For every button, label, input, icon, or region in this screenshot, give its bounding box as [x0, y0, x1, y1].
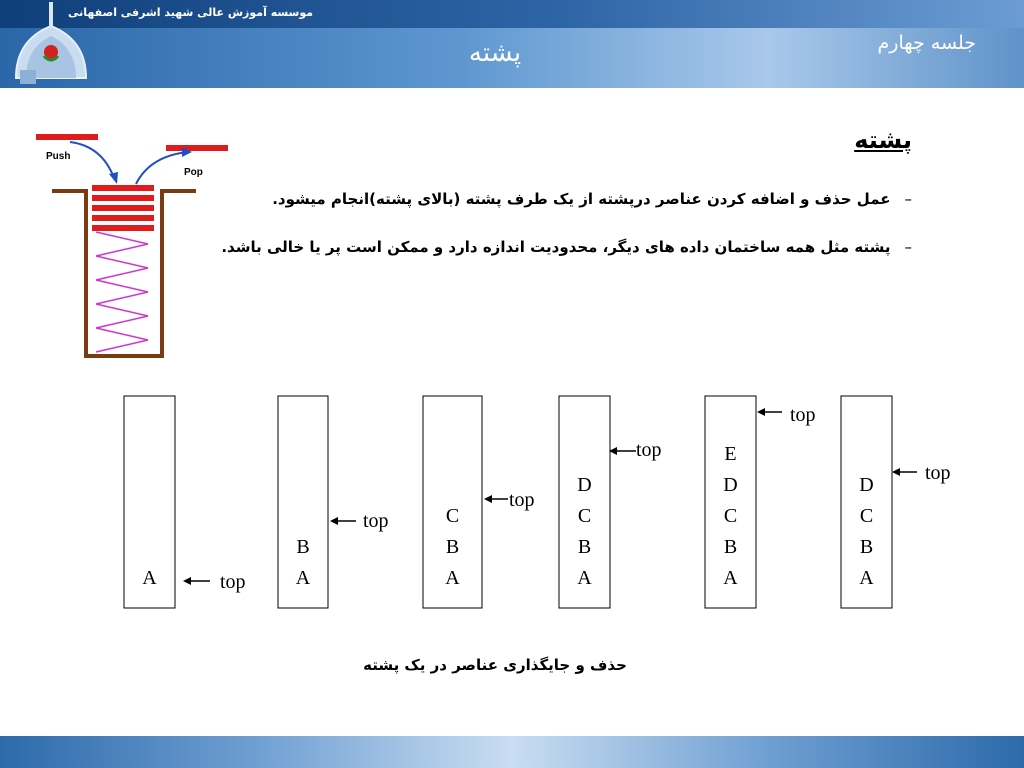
arrow-head-icon — [757, 408, 765, 416]
push-plate — [36, 134, 98, 140]
stack-element: B — [859, 536, 874, 558]
bullet-text: پشته مثل همه ساختمان داده های دیگر، محدودیت اندازه دارد و ممکن است پر یا خالی باشد. — [221, 238, 891, 256]
session-label: جلسه چهارم — [877, 32, 976, 54]
top-pointer-label: top — [363, 510, 389, 532]
pop-plate — [166, 145, 228, 151]
top-pointer-label: top — [636, 439, 662, 461]
bullet-marker: – — [904, 238, 912, 256]
stack-element: C — [859, 505, 874, 527]
pop-label: Pop — [184, 167, 203, 178]
arrow-head-icon — [183, 577, 191, 585]
stack-element: D — [577, 474, 592, 496]
diagram-caption: حذف و جایگذاری عناصر در یک پشته — [363, 656, 627, 674]
stack-element: A — [295, 567, 311, 589]
stack-plate — [92, 195, 154, 201]
top-pointer-label: top — [220, 571, 246, 593]
stack-element: C — [577, 505, 592, 527]
top-pointer-label: top — [509, 489, 535, 511]
push-arrow-icon — [70, 142, 114, 178]
institution-name: موسسه آموزش عالی شهید اشرفی اصفهانی — [68, 6, 314, 19]
header-banner — [0, 0, 1024, 88]
stack-element: B — [723, 536, 738, 558]
stack-plate — [92, 185, 154, 191]
bullet-item — [221, 238, 912, 256]
stack-element: A — [723, 567, 738, 589]
spring-icon — [96, 232, 148, 352]
stack-element: A — [577, 567, 592, 589]
stack-plate — [92, 205, 154, 211]
stack-element: B — [577, 536, 592, 558]
push-label: Push — [46, 151, 71, 162]
bullet-marker: – — [904, 190, 912, 208]
stack-element: D — [859, 474, 874, 496]
stack-states-diagram — [0, 388, 1024, 628]
top-pointer-label: top — [790, 404, 816, 426]
stack-element: A — [142, 567, 157, 589]
top-pointer-label: top — [925, 462, 951, 484]
stack-plate — [92, 215, 154, 221]
bullet-item — [252, 190, 912, 208]
stack-element: B — [296, 536, 310, 558]
arrow-head-icon — [330, 517, 338, 525]
stack-plate — [92, 225, 154, 231]
stack-element: D — [723, 474, 738, 496]
stack-element: C — [445, 505, 460, 527]
stack-element: A — [859, 567, 874, 589]
stack-element: A — [445, 567, 460, 589]
stack-illustration — [30, 128, 240, 364]
arrow-head-icon — [892, 468, 900, 476]
section-heading: پشته — [854, 126, 912, 154]
arrow-head-icon — [484, 495, 492, 503]
stack-element: E — [724, 443, 737, 465]
stack-element: C — [723, 505, 738, 527]
bullet-text: عمل حذف و اضافه کردن عناصر درپشته از یک طرف پشته (بالای پشته)انجام میشود. — [272, 190, 891, 208]
pop-arrow-icon — [136, 152, 188, 184]
page-title: پشته — [468, 38, 522, 68]
footer-banner — [0, 736, 1024, 768]
stack-element: B — [445, 536, 460, 558]
